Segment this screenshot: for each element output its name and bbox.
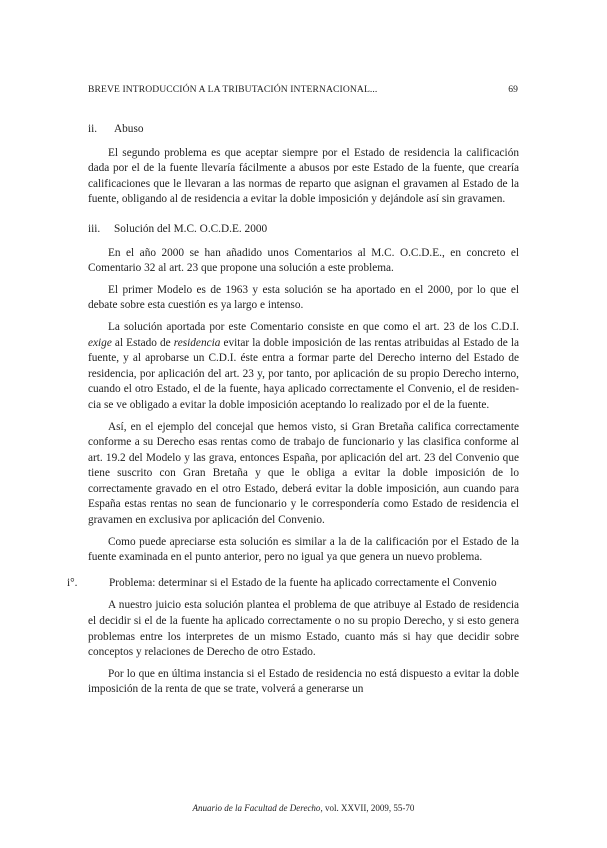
paragraph: Por lo que en última instancia si el Estado de residencia no está dispuesto a evitar la doble imposición de la renta de que se trate, volverá a generarse un [88,667,519,696]
paragraph: Así, en el ejemplo del concejal que hemos visto, si Gran Bretaña califica correctamente conforme a su Derecho esas rentas como de trabajo de funcionario y las clasifica conforme al art. 19.2 del Modelo y las grava, entonces España, por aplicación del art. 23 del Convenio que tiene suscrito con Gran Bretaña y que le obliga a evitar la doble imposición de lo correctamente gravado en el otro Estado, deberá evitar la doble imposición, aun cuando para España estas rentas no sean de funcionario y le correspondería como Estado de residencia el gravamen en exclusiva por aplicación del Convenio. [88,420,519,527]
running-title: BREVE INTRODUCCIÓN A LA TRIBUTACIÓN INTERNACIONAL... [88,84,378,95]
page-number: 69 [508,84,518,95]
citation-details: , vol. XXVII, 2009, 55-70 [320,803,415,813]
emphasis: residencia [173,336,221,349]
section-number: i°. [67,576,78,589]
section-heading-solucion [88,222,519,238]
emphasis: exige [88,336,112,349]
paragraph [88,320,519,414]
text-run: al Estado de [111,336,174,349]
section-heading-problema [67,576,519,592]
journal-name: Anuario de la Facultad de Derecho [192,803,321,813]
paragraph: Como puede apreciarse esta solución es similar a la de la calificación por el Estado de la fuente examinada en el punto anterior, pero no igual ya que genera un nuevo problema. [88,535,519,564]
text-run: evitar la doble imposición de las rentas atribuidas al Estado de la fuente, y al aprobarse un C.D.I. éste entra a formar parte del Derecho interno del Estado de residencia, por aplicación del art. 23 y, por tanto, por aplicación de su propio Derecho interno, cuando el otro Estado, el de la fuente, haya aplicado correctamente el Convenio, el de residencia se ve obligado a evitar la doble imposición aceptando lo realizado por el de la fuente. [88,336,520,411]
section-heading-abuso [88,122,519,138]
paragraph: En el año 2000 se han añadido unos Comentarios al M.C. O.C.D.E., en concreto el Comentario 32 al art. 23 que propone una solución a este problema. [88,246,519,275]
paragraph: El primer Modelo es de 1963 y esta solución se ha aportado en el 2000, por lo que el debate sobre esta cuestión es ya largo e intenso. [88,283,519,312]
footer-citation [0,803,607,813]
section-title: Abuso [114,123,144,135]
section-number: ii. [88,123,98,135]
section-title: Problema: determinar si el Estado de la fuente ha aplicado correctamente el Convenio [109,576,497,589]
text-run: La solución aportada por este Comentario consiste en que como el art. 23 de los C.D.I. [108,320,519,333]
paragraph: El segundo problema es que aceptar siempre por el Estado de residencia la calificación dada por el de la fuente llevaría fácilmente a abusos por este Estado de la fuente, que crearía calificaciones que le llevaran a las normas de reparto que asignan el gravamen al Estado de la fuente, obligando al de residencia a evitar la doble imposición y dejándole así sin gravamen. [88,146,519,206]
section-number: iii. [88,222,101,235]
paragraph: A nuestro juicio esta solución plantea el problema de que atribuye al Estado de residencia el decidir si el de la fuente ha aplicado correctamente o no su propio Derecho, y si esto genera problemas entre los interpretes de un mismo Estado, cuanto más si hay que decidir sobre conceptos y relaciones de Derecho de otro Estado. [88,599,519,659]
section-title: Solución del M.C. O.C.D.E. 2000 [114,222,268,235]
body-text [67,122,520,704]
